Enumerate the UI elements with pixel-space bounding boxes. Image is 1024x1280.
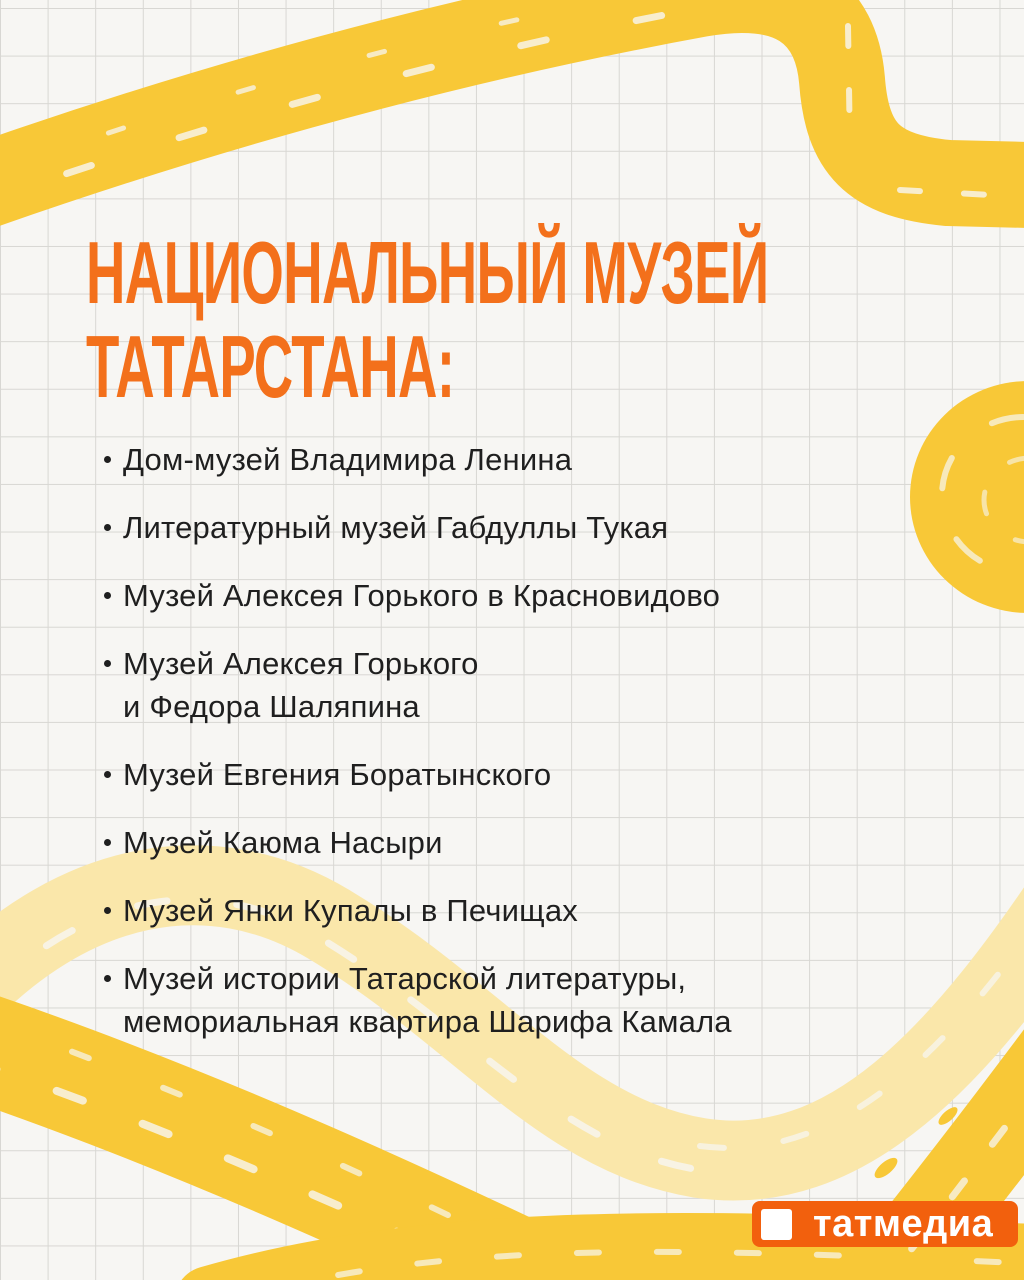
title-line-1: НАЦИОНАЛЬНЫЙ МУЗЕЙ — [86, 223, 769, 322]
museum-name — [123, 957, 732, 1043]
museum-name — [123, 642, 479, 728]
museum-name-line: Музей Янки Купалы в Печищах — [123, 893, 578, 928]
list-item — [104, 957, 732, 1043]
museum-name-line: Музей Евгения Боратынского — [123, 757, 552, 792]
bullet-icon — [104, 524, 111, 531]
list-item — [104, 574, 732, 617]
bullet-icon — [104, 771, 111, 778]
brush-stroke-top-icon — [0, 0, 1024, 196]
museum-list — [104, 438, 732, 1068]
bullet-icon — [104, 839, 111, 846]
museum-name-line: мемориальная квартира Шарифа Камала — [123, 1004, 732, 1039]
museum-name-line: Литературный музей Габдуллы Тукая — [123, 510, 669, 545]
museum-name — [123, 438, 572, 481]
page-title — [86, 223, 1024, 416]
bullet-icon — [104, 975, 111, 982]
list-item — [104, 753, 732, 796]
museum-name — [123, 753, 551, 796]
bullet-icon — [104, 592, 111, 599]
museum-name-line: Музей Алексея Горького в Красновидово — [123, 578, 721, 613]
museum-name-line: Музей Каюма Насыри — [123, 825, 443, 860]
list-item — [104, 821, 732, 864]
museum-name — [123, 889, 578, 932]
list-item — [104, 438, 732, 481]
bullet-icon — [104, 456, 111, 463]
tatmedia-logo-badge — [752, 1201, 1018, 1247]
museum-name — [123, 506, 668, 549]
bullet-icon — [104, 907, 111, 914]
museum-name — [123, 821, 443, 864]
logo-text: татмедиа — [813, 1203, 994, 1245]
title-line-2: ТАТАРСТАНА: — [86, 317, 455, 416]
museum-name-line: и Федора Шаляпина — [123, 689, 420, 724]
list-item — [104, 889, 732, 932]
list-item — [104, 642, 732, 728]
bullet-icon — [104, 660, 111, 667]
list-item — [104, 506, 732, 549]
museum-name — [123, 574, 720, 617]
museum-name-line: Музей Алексея Горького — [123, 646, 479, 681]
museum-name-line: Дом-музей Владимира Ленина — [123, 442, 573, 477]
logo-square-icon — [761, 1209, 792, 1240]
museum-name-line: Музей истории Татарской литературы, — [123, 961, 687, 996]
